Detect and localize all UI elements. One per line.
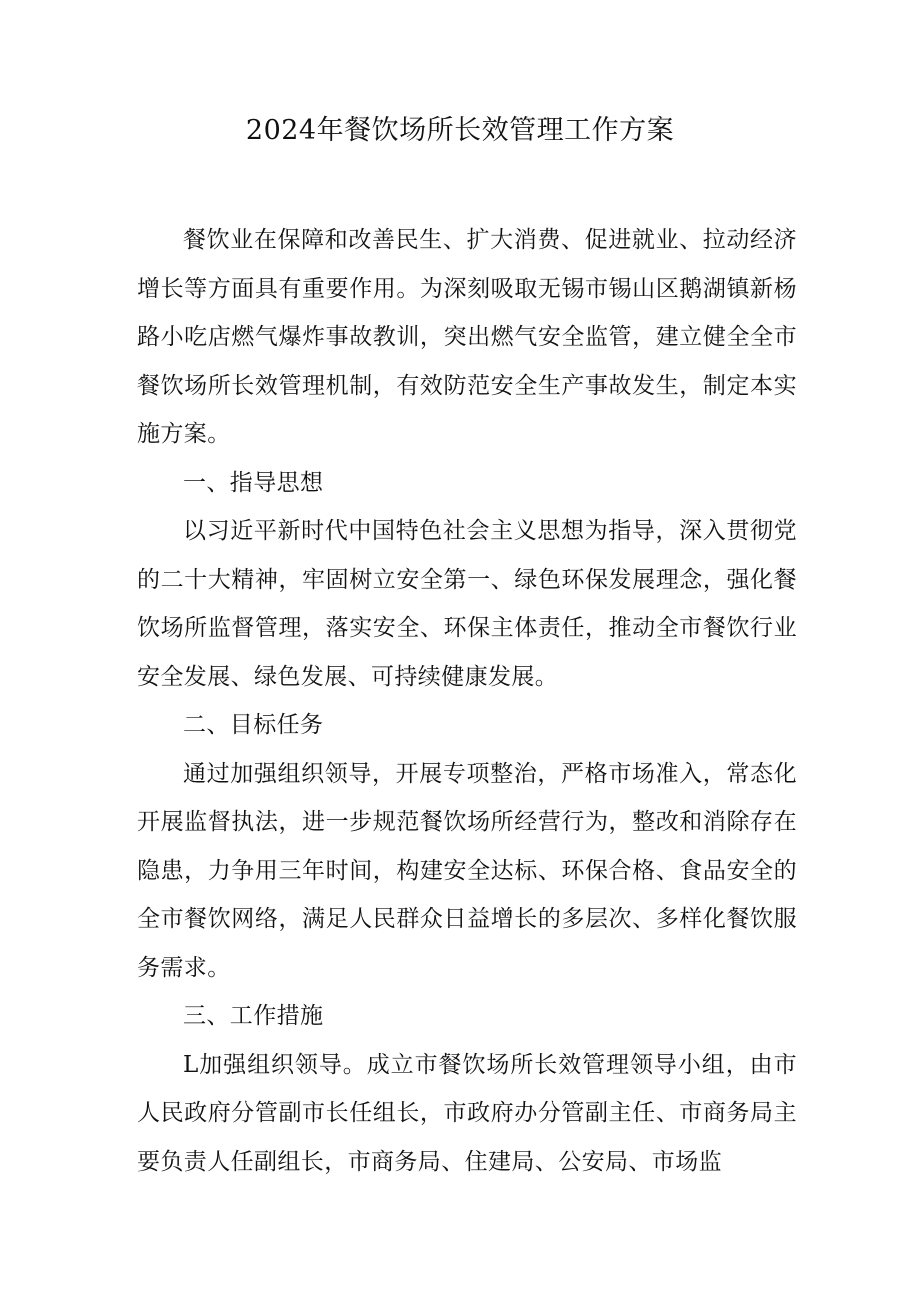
section-paragraph-goals-tasks: 通过加强组织领导，开展专项整治，严格市场准入，常态化开展监督执法，进一步规范餐饮场所经营行为，整改和消除存在隐患，力争用三年时间，构建安全达标、环保合格、食品安全的全市餐饮网络，满足人民群众日益增长的多层次、多样化餐饮服务需求。 xyxy=(137,760,797,981)
section-heading-work-measures: 三、工作措施 xyxy=(183,1003,324,1029)
section-heading-guiding-ideology: 一、指导思想 xyxy=(183,469,324,496)
intro-paragraph: 餐饮业在保障和改善民生、扩大消费、促进就业、拉动经济增长等方面具有重要作用。为深刻吸取无锡市锡山区鹅湖镇新杨路小吃店燃气爆炸事故教训，突出燃气安全监管，建立健全全市餐饮场所长效管理机制，有效防范安全生产事故发生，制定本实施方案。 xyxy=(137,227,797,447)
section-paragraph-guiding-ideology: 以习近平新时代中国特色社会主义思想为指导，深入贯彻党的二十大精神，牢固树立安全第一、绿色环保发展理念，强化餐饮场所监督管理，落实安全、环保主体责任，推动全市餐饮行业安全发展、绿色发展、可持续健康发展。 xyxy=(137,518,797,690)
document-title: 2024年餐饮场所长效管理工作方案 xyxy=(245,115,675,146)
section-heading-goals-tasks: 二、目标任务 xyxy=(183,712,324,738)
section-paragraph-work-measures: L加强组织领导。成立市餐饮场所长效管理领导小组，由市人民政府分管副市长任组长，市政府办分管副主任、市商务局主要负责人任副组长，市商务局、住建局、公安局、市场监 xyxy=(137,1051,797,1175)
document-body xyxy=(137,216,797,1186)
